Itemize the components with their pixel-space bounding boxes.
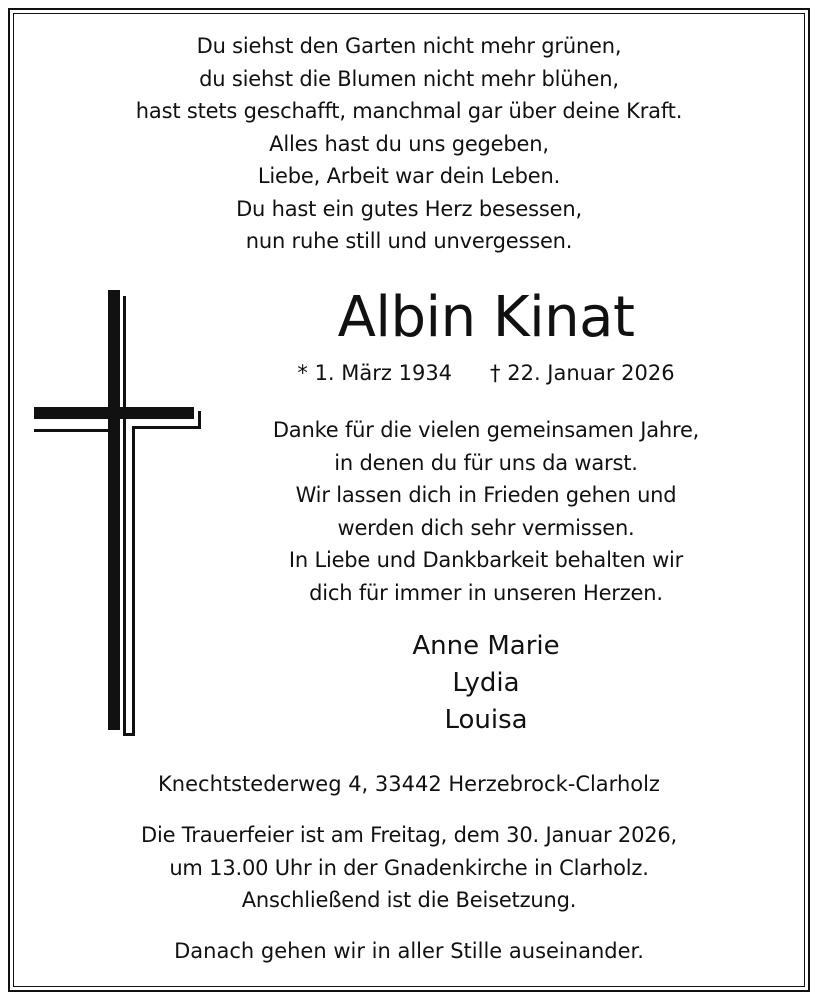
- service-line: Anschließend ist die Beisetzung.: [241, 888, 577, 912]
- birth-date: * 1. März 1934: [297, 361, 453, 385]
- mourner-name: Anne Marie: [412, 631, 560, 661]
- thanks-line: werden dich sehr vermissen.: [337, 515, 635, 540]
- family-address: Knechtstederweg 4, 33442 Herzebrock-Clarholz: [158, 772, 660, 796]
- memorial-poem: [0, 30, 818, 258]
- closing-note: Danach gehen wir in aller Stille auseinander.: [174, 939, 644, 963]
- thanks-line: Wir lassen dich in Frieden gehen und: [295, 483, 677, 507]
- poem-line: du siehst die Blumen nicht mehr blühen,: [199, 66, 619, 91]
- mourner-names: [226, 628, 746, 739]
- thanks-text: [226, 414, 746, 609]
- death-date: † 22. Januar 2026: [490, 361, 675, 385]
- thanks-line: Danke für die vielen gemeinsamen Jahre,: [272, 418, 700, 442]
- poem-line: nun ruhe still und unvergessen.: [245, 229, 573, 253]
- service-line: um 13.00 Uhr in der Gnadenkirche in Clarholz.: [169, 855, 649, 880]
- thanks-line: dich für immer in unseren Herzen.: [309, 580, 663, 605]
- service-line: Die Trauerfeier ist am Freitag, dem 30. Januar 2026,: [140, 823, 678, 847]
- poem-line: Liebe, Arbeit war dein Leben.: [257, 164, 561, 188]
- poem-line: Du siehst den Garten nicht mehr grünen,: [196, 34, 622, 58]
- poem-line: Du hast ein gutes Herz besessen,: [236, 196, 582, 221]
- poem-line: hast stets geschafft, manchmal gar über deine Kraft.: [135, 99, 683, 123]
- poem-line: Alles hast du uns gegeben,: [269, 131, 549, 156]
- funeral-service-info: [0, 819, 818, 917]
- thanks-line: in denen du für uns da warst.: [334, 450, 638, 475]
- cross-icon: [30, 286, 210, 742]
- mourner-name: Louisa: [444, 705, 528, 735]
- life-dates: [226, 358, 746, 388]
- deceased-name: Albin Kinat: [337, 285, 635, 350]
- thanks-line: In Liebe und Dankbarkeit behalten wir: [288, 548, 684, 572]
- mourner-name: Lydia: [452, 668, 520, 698]
